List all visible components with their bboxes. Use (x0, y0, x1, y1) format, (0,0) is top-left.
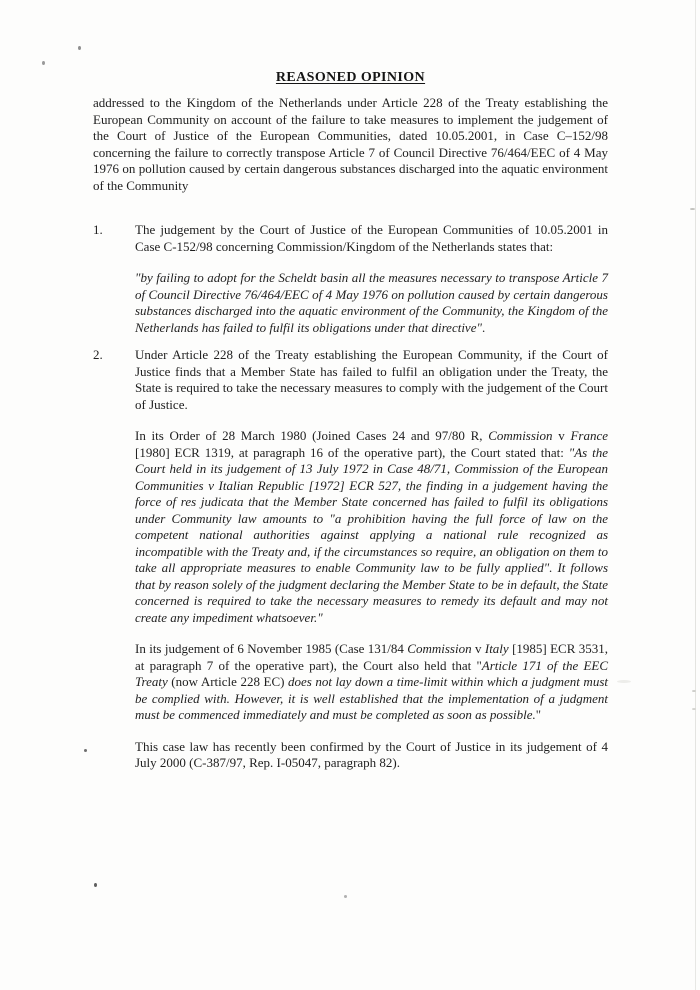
scan-speckle (78, 46, 81, 50)
paragraph-text: The judgement by the Court of Justice of the European Communities of 10.05.2001 in Case C-152/98 concerning Commission/Kingdom of the Netherlands states that: (135, 222, 608, 254)
scan-speckle (690, 208, 695, 210)
document-title: REASONED OPINION (275, 70, 426, 85)
item-number: 2. (93, 347, 103, 362)
numbered-item-1 (93, 222, 608, 255)
scan-edge-line (695, 0, 696, 990)
numbered-item-2 (93, 347, 608, 413)
paragraph-order-1980 (135, 428, 608, 626)
document-body (93, 95, 608, 772)
scan-speckle (344, 895, 347, 898)
scan-speckle (42, 61, 45, 65)
quote-paragraph-scheldt (135, 270, 608, 336)
paragraph-text: addressed to the Kingdom of the Netherlands under Article 228 of the Treaty establishing the European Community on account of the failure to take measures to implement the judgement of the Court of Justice of the European Communities, dated 10.05.2001, in Case C–152/98 concerning the failure to correctly transpose Article 7 of Council Directive 76/464/EEC of 4 May 1976 on pollution caused by certain dangerous substances discharged into the aquatic environment of the Community (93, 95, 608, 193)
paragraph-case-law-confirmed (135, 739, 608, 772)
scan-speckle (94, 883, 97, 887)
paragraph-text: This case law has recently been confirmed by the Court of Justice in its judgement of 4 July 2000 (C-387/97, Rep. I-05047, paragraph 82). (135, 738, 608, 770)
paragraph-text: Under Article 228 of the Treaty establishing the European Community, if the Court of Justice finds that a Member State has failed to fulfil an obligation under the Treaty, the State is required to take the necessary measures to comply with the judgement of the Court of Justice. (135, 347, 608, 412)
scan-speckle (692, 690, 696, 692)
document-content (93, 70, 608, 772)
paragraph-judgement-1985 (135, 641, 608, 724)
scan-speckle (692, 708, 696, 710)
paragraph-text: "by failing to adopt for the Scheldt basin all the measures necessary to transpose Article 7 of Council Directive 76/464/EEC of 4 May 1976 on pollution caused by certain dangerous substances discharged into the aquatic environment of the Community, the Kingdom of the Netherlands has failed to fulfil its obligations under that directive". (135, 270, 608, 335)
item-number: 1. (93, 222, 103, 237)
scan-speckle (84, 749, 87, 752)
scan-speckle (617, 680, 631, 683)
paragraph-text: In its Order of 28 March 1980 (Joined Cases 24 and 97/80 R, Commission v France [1980] ECR 1319, at paragraph 16 of the operative part), the Court stated that: "As the Court held in its judgement of 13 July 1972 in Case 48/71, Commission of the European Communities v Italian Republic [1972] ECR 527, the finding in a judgement having the force of res judicata that the Member State concerned has failed to fulfil its obligations under Community law amounts to "a prohibition having the full force of law on the competent national authorities against applying a national rule recognized as incompatible with the Treaty and, if the circumstances so require, an obligation on them to take all appropriate measures to enable Community law to be fully applied". It follows that by reason solely of the judgment declaring the Member State to be in default, the State concerned is required to take the necessary measures to remedy its default and may not create any impediment whatsoever." (135, 428, 609, 625)
paragraph-text: In its judgement of 6 November 1985 (Case 131/84 Commission v Italy [1985] ECR 3531, at paragraph 7 of the operative part), the Court also held that "Article 171 of the EEC Treaty (now Article 228 EC) does not lay down a time-limit within which a judgment must be complied with. However, it is well established that the implementation of a judgment must be commenced immediately and must be completed as soon as possible." (135, 641, 609, 722)
intro-paragraph (93, 95, 608, 194)
